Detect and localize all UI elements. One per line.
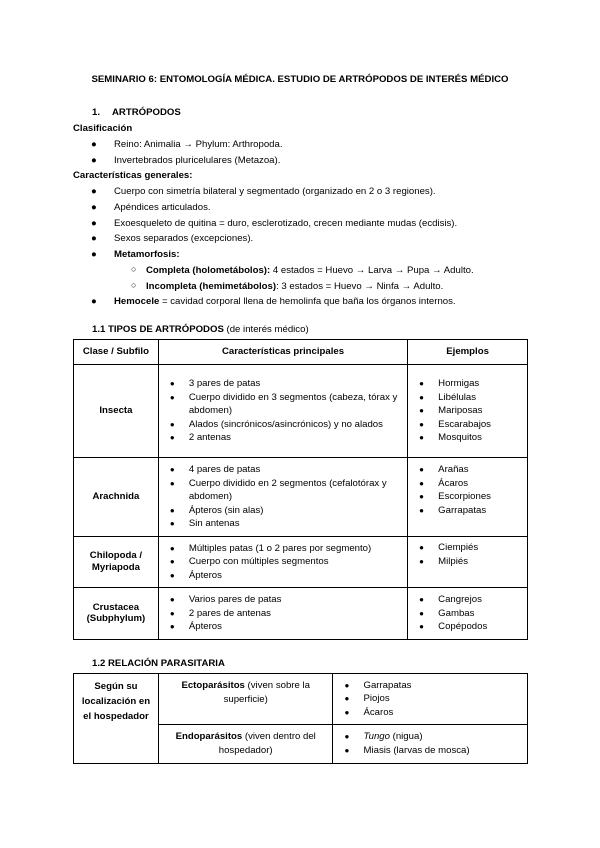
list-item: ● Varios pares de patas: [167, 593, 399, 607]
list-item: ● Garrapatas: [341, 679, 519, 693]
list-item: ● Cuerpo dividido en 3 segmentos (cabeza, tórax y abdomen): [167, 391, 399, 418]
list-item: ● 3 pares de patas: [167, 377, 399, 391]
hemocele-label: Hemocele: [114, 296, 160, 307]
list-item: [341, 730, 519, 744]
list-item-text: Sexos separados (excepciones).: [114, 233, 254, 244]
list-item: ● Múltiples patas (1 o 2 pares por segmento): [167, 542, 399, 556]
table-row: [74, 536, 528, 587]
table-cell-caracteristicas: [158, 365, 407, 458]
ectoparasitos-ejemplos: [333, 674, 528, 725]
metamorfosis-completa-text: 4 estados = Huevo → Larva → Pupa → Adulto.: [270, 265, 474, 276]
list-item: ● Sin antenas: [167, 517, 399, 531]
table-cell-caracteristicas: [158, 458, 407, 537]
table-cell-ejemplos: [408, 536, 528, 587]
list-item: ● Copépodos: [416, 620, 519, 634]
table-row: [74, 674, 528, 725]
table-cell-clase: Chilopoda / Myriapoda: [74, 536, 159, 587]
list-item: ● Gambas: [416, 607, 519, 621]
list-item: ● Miasis (larvas de mosca): [341, 744, 519, 758]
list-item: ● Cuerpo con múltiples segmentos: [167, 555, 399, 569]
list-item: ● Ápteros: [167, 620, 399, 634]
metamorfosis-completa-label: Completa (holometábolos):: [146, 265, 271, 276]
localizacion-label: Según su localización en el hospedador: [74, 674, 159, 764]
list-item: ● Escorpiones: [416, 490, 519, 504]
list-item: ● Ápteros (sin alas): [167, 504, 399, 518]
list-item-text: Apéndices articulados.: [114, 202, 211, 213]
list-item: ● Arañas: [416, 463, 519, 477]
table-row: [74, 365, 528, 458]
list-item: ● Hormigas: [416, 377, 519, 391]
section-title: ARTRÓPODOS: [112, 107, 181, 118]
hemocele-text: = cavidad corporal llena de hemolinfa que baña los órganos internos.: [159, 296, 456, 307]
table-cell-ejemplos: [408, 458, 528, 537]
list-item: ● Alados (sincrónicos/asincrónicos) y no alados: [167, 418, 399, 432]
metamorfosis-label: Metamorfosis:: [114, 249, 180, 260]
caracteristicas-label: Características generales:: [73, 170, 193, 181]
list-item: ● Escarabajos: [416, 418, 519, 432]
page-title: SEMINARIO 6: ENTOMOLOGÍA MÉDICA. ESTUDIO DE ARTRÓPODOS DE INTERÉS MÉDICO: [91, 74, 509, 85]
table-row: [74, 587, 528, 639]
list-item-text: Cuerpo con simetría bilateral y segmentado (organizado en 2 o 3 regiones).: [114, 186, 436, 197]
endoparasitos-desc: (viven dentro del hospedador): [218, 731, 316, 756]
list-item: ● Mariposas: [416, 404, 519, 418]
table-cell-clase: Arachnida: [74, 458, 159, 537]
table1-heading-main: 1.1 TIPOS DE ARTRÓPODOS: [92, 324, 224, 335]
table1-heading: [92, 324, 309, 336]
table-cell-ejemplos: [408, 365, 528, 458]
endoparasitos-label: Endoparásitos: [175, 731, 243, 742]
list-item: ● Cuerpo dividido en 2 segmentos (cefalotórax y abdomen): [167, 477, 399, 504]
list-item: ● Ácaros: [341, 706, 519, 720]
endoparasitos-ejemplos: [333, 725, 528, 764]
table-row: [74, 458, 528, 537]
list-item: ● Piojos: [341, 692, 519, 706]
list-item-text: Reino: Animalia → Phylum: Arthropoda.: [114, 139, 283, 150]
tungo-rest: (nigua): [389, 731, 423, 743]
metamorfosis-incompleta-label: Incompleta (hemimetábolos): [146, 281, 277, 292]
ectoparasitos-desc: (viven sobre la superficie): [223, 680, 310, 705]
table1-heading-suffix: (de interés médico): [223, 324, 309, 335]
metamorfosis-incompleta-text: : 3 estados = Huevo → Ninfa → Adulto.: [276, 281, 444, 292]
endoparasitos-cell: [158, 725, 333, 764]
table-header: Características principales: [158, 340, 407, 365]
list-item: ● 4 pares de patas: [167, 463, 399, 477]
table-cell-caracteristicas: [158, 536, 407, 587]
table-header: Clase / Subfilo: [74, 340, 159, 365]
clasificacion-label: Clasificación: [73, 123, 133, 134]
table-cell-clase: Insecta: [74, 365, 159, 458]
table-cell-clase: Crustacea (Subphylum): [74, 587, 159, 639]
list-item: ● Mosquitos: [416, 431, 519, 445]
ectoparasitos-cell: [158, 674, 333, 725]
list-item: ● Libélulas: [416, 391, 519, 405]
list-item-text: Exoesqueleto de quitina = duro, esclerotizado, crecen mediante mudas (ecdisis).: [114, 218, 458, 229]
parasitic-relationship-table: [73, 673, 528, 764]
list-item: ● 2 pares de antenas: [167, 607, 399, 621]
table-cell-caracteristicas: [158, 587, 407, 639]
table-header: Ejemplos: [408, 340, 528, 365]
arthropod-types-table: [73, 339, 528, 640]
section-number: 1.: [92, 107, 101, 118]
list-item: ● Ápteros: [167, 569, 399, 583]
list-item: ● Ciempiés: [416, 541, 519, 555]
list-item: ● Cangrejos: [416, 593, 519, 607]
list-item: ● Garrapatas: [416, 504, 519, 518]
section-heading-artropodos: [92, 107, 181, 119]
list-item: ● Ácaros: [416, 477, 519, 491]
table2-heading: 1.2 RELACIÓN PARASITARIA: [92, 658, 225, 669]
table-cell-ejemplos: [408, 587, 528, 639]
table-header-row: [74, 340, 528, 365]
tungo-italic: Tungo: [363, 731, 390, 743]
list-item: ● 2 antenas: [167, 431, 399, 445]
ectoparasitos-label: Ectoparásitos: [181, 680, 245, 691]
list-item: ● Milpiés: [416, 555, 519, 569]
list-item-text: Invertebrados pluricelulares (Metazoa).: [114, 155, 281, 166]
